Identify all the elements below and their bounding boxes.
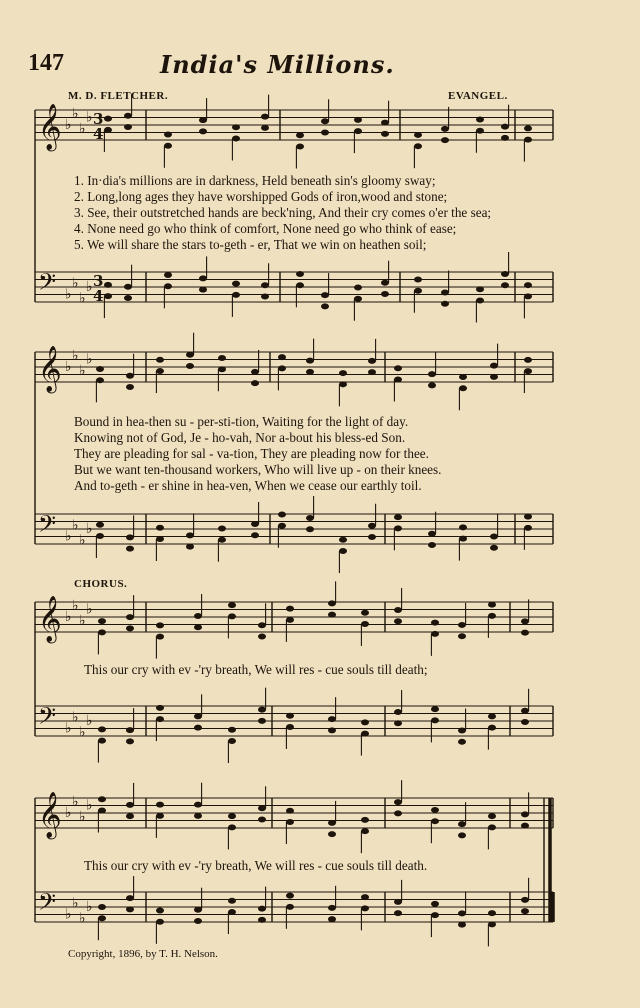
flat-icon: ♭ (72, 895, 79, 912)
note-head (156, 908, 164, 914)
treble-clef-icon: 𝄞 (38, 346, 62, 392)
note-head (126, 546, 134, 552)
note-head (414, 143, 422, 149)
time-signature-bottom: 4 (93, 125, 104, 143)
note-head (98, 915, 106, 921)
note-head (278, 512, 286, 518)
note-head (458, 728, 466, 734)
flat-icon: ♭ (86, 601, 93, 618)
note-head (218, 537, 226, 543)
note-head (218, 355, 226, 361)
note-head (361, 719, 369, 725)
note-head (521, 811, 529, 817)
flat-icon: ♭ (65, 117, 72, 133)
note-head (524, 514, 532, 520)
note-head (428, 542, 436, 548)
note-head (186, 532, 194, 538)
flat-icon: ♭ (79, 532, 86, 549)
note-head (126, 384, 134, 390)
note-head (194, 624, 202, 630)
author-credit: M. D. FLETCHER. (68, 90, 169, 102)
note-head (156, 919, 164, 925)
note-head (394, 910, 402, 916)
note-head (459, 524, 467, 530)
note-head (96, 533, 104, 539)
note-head (501, 282, 509, 288)
note-head (194, 725, 202, 731)
note-head (501, 135, 509, 141)
note-head (156, 802, 164, 808)
note-head (194, 613, 202, 619)
note-head (98, 796, 106, 802)
note-head (228, 898, 236, 904)
note-head (306, 515, 314, 521)
note-head (361, 610, 369, 616)
flat-icon: ♭ (86, 279, 93, 295)
note-head (381, 291, 389, 297)
note-head (428, 371, 436, 377)
note-head (258, 817, 266, 823)
note-head (368, 534, 376, 540)
chorus-label: CHORUS. (74, 578, 128, 590)
note-head (232, 292, 240, 298)
flat-icon: ♭ (79, 120, 86, 137)
verse-line-1a: 1. In·dia's millions are in darkness, Held beneath sin's gloomy sway; (74, 173, 436, 188)
note-head (296, 144, 304, 150)
note-head (126, 373, 134, 379)
flat-icon: ♭ (72, 105, 79, 122)
note-head (328, 905, 336, 911)
note-head (488, 613, 496, 619)
note-head (458, 739, 466, 745)
treble-clef-icon: 𝄞 (38, 792, 62, 838)
note-head (361, 817, 369, 823)
note-head (124, 113, 132, 119)
note-head (431, 807, 439, 813)
note-head (251, 532, 259, 538)
note-head (458, 922, 466, 928)
note-head (524, 368, 532, 374)
note-head (328, 612, 336, 618)
treble-clef-icon: 𝄞 (38, 104, 62, 150)
note-head (361, 894, 369, 900)
note-head (394, 376, 402, 382)
note-head (488, 921, 496, 927)
note-head (296, 282, 304, 288)
note-head (431, 706, 439, 712)
note-head (476, 286, 484, 292)
note-head (328, 820, 336, 826)
note-head (98, 726, 106, 732)
note-head (286, 713, 294, 719)
note-head (261, 294, 269, 300)
note-head (394, 618, 402, 624)
time-signature-top: 3 (93, 272, 104, 290)
note-head (251, 380, 259, 386)
note-head (354, 128, 362, 134)
note-head (186, 363, 194, 369)
note-head (261, 282, 269, 288)
flat-icon: ♭ (79, 290, 86, 307)
note-head (524, 282, 532, 288)
flat-icon: ♭ (72, 275, 79, 292)
flat-icon: ♭ (86, 521, 93, 537)
note-head (228, 738, 236, 744)
note-head (286, 904, 294, 910)
note-head (431, 717, 439, 723)
note-head (394, 709, 402, 715)
bass-clef-icon: 𝄢 (38, 702, 57, 735)
note-head (228, 813, 236, 819)
note-head (156, 357, 164, 363)
note-head (361, 621, 369, 627)
note-head (156, 536, 164, 542)
note-head (394, 607, 402, 613)
flat-icon: ♭ (72, 709, 79, 726)
tune-name: EVANGEL. (448, 90, 508, 102)
flat-icon: ♭ (86, 713, 93, 729)
note-head (98, 618, 106, 624)
note-head (524, 125, 532, 131)
verse-line-5b: And to-geth - er shine in hea-ven, When we cease our earthly toil. (74, 478, 422, 493)
note-head (490, 533, 498, 539)
flat-icon: ♭ (79, 612, 86, 629)
copyright-notice: Copyright, 1896, by T. H. Nelson. (68, 948, 218, 960)
note-head (354, 117, 362, 123)
bass-clef-icon: 𝄢 (38, 888, 57, 921)
note-head (104, 127, 112, 133)
note-head (186, 544, 194, 550)
verse-line-3b: They are pleading for sal - va-tion, They are pleading now for thee. (74, 446, 429, 461)
verse-line-4a: 4. None need go who think of comfort, None need go who think of ease; (74, 221, 457, 236)
note-head (258, 917, 266, 923)
note-head (459, 374, 467, 380)
note-head (156, 716, 164, 722)
note-head (521, 630, 529, 636)
note-head (286, 606, 294, 612)
flat-icon: ♭ (79, 808, 86, 825)
note-head (321, 303, 329, 309)
note-head (328, 716, 336, 722)
note-head (126, 738, 134, 744)
verse-line-4b: But we want ten-thousand workers, Who will live up - on their knees. (74, 462, 442, 477)
note-head (458, 832, 466, 838)
note-head (394, 799, 402, 805)
note-head (258, 707, 266, 713)
note-head (394, 514, 402, 520)
note-head (258, 634, 266, 640)
note-head (521, 708, 529, 714)
hymn-number: 147 (28, 50, 64, 76)
note-head (521, 897, 529, 903)
note-head (524, 137, 532, 143)
note-head (251, 369, 259, 375)
note-head (261, 125, 269, 131)
treble-clef-icon: 𝄞 (38, 596, 62, 642)
note-head (164, 283, 172, 289)
verse-line-2b: Knowing not of God, Je - ho-vah, Nor a-bout his bless-ed Son. (74, 430, 406, 445)
note-head (278, 523, 286, 529)
note-head (394, 525, 402, 531)
hymn-title: India's Millions. (160, 50, 395, 79)
note-head (490, 363, 498, 369)
note-head (354, 284, 362, 290)
time-signature-bottom: 4 (93, 287, 104, 305)
note-head (306, 369, 314, 375)
note-head (261, 114, 269, 120)
flat-icon: ♭ (72, 793, 79, 810)
note-head (414, 132, 422, 138)
note-head (441, 137, 449, 143)
note-head (228, 727, 236, 733)
note-head (458, 622, 466, 628)
note-head (328, 600, 336, 606)
note-head (488, 824, 496, 830)
note-head (124, 124, 132, 130)
note-head (524, 357, 532, 363)
note-head (124, 295, 132, 301)
note-head (428, 531, 436, 537)
note-head (96, 366, 104, 372)
note-head (476, 128, 484, 134)
note-head (501, 271, 509, 277)
chorus-lyric-2: This our cry with ev -'ry breath, We will res - cue souls till death. (84, 858, 428, 873)
note-head (286, 808, 294, 814)
note-head (488, 813, 496, 819)
note-head (458, 821, 466, 827)
note-head (306, 358, 314, 364)
note-head (476, 298, 484, 304)
note-head (441, 290, 449, 296)
bass-clef-icon: 𝄢 (38, 510, 57, 543)
note-head (394, 810, 402, 816)
note-head (232, 124, 240, 130)
note-head (126, 614, 134, 620)
note-head (126, 625, 134, 631)
note-head (258, 718, 266, 724)
note-head (441, 126, 449, 132)
note-head (164, 143, 172, 149)
note-head (488, 910, 496, 916)
note-head (414, 276, 422, 282)
flat-icon: ♭ (79, 910, 86, 927)
flat-icon: ♭ (86, 899, 93, 915)
note-head (394, 365, 402, 371)
time-signature-top: 3 (93, 110, 104, 128)
note-head (124, 284, 132, 290)
note-head (156, 622, 164, 628)
note-head (306, 526, 314, 532)
note-head (459, 536, 467, 542)
note-head (126, 802, 134, 808)
note-head (459, 385, 467, 391)
note-head (328, 831, 336, 837)
note-head (228, 602, 236, 608)
flat-icon: ♭ (79, 724, 86, 741)
note-head (431, 620, 439, 626)
note-head (258, 622, 266, 628)
note-head (258, 805, 266, 811)
note-head (488, 725, 496, 731)
note-head (126, 534, 134, 540)
flat-icon: ♭ (79, 362, 86, 379)
flat-icon: ♭ (65, 528, 72, 545)
note-head (98, 904, 106, 910)
note-head (328, 916, 336, 922)
verse-line-5a: 5. We will share the stars to-geth - er, That we win on heathen soil; (74, 237, 427, 252)
note-head (199, 128, 207, 134)
note-head (98, 808, 106, 814)
note-head (490, 545, 498, 551)
note-head (431, 818, 439, 824)
note-head (521, 823, 529, 829)
note-head (296, 271, 304, 277)
note-head (501, 124, 509, 130)
note-head (228, 909, 236, 915)
note-head (194, 802, 202, 808)
note-head (381, 120, 389, 126)
note-head (414, 288, 422, 294)
chorus-lyric-1: This our cry with ev -'ry breath, We will res - cue souls till death; (84, 662, 428, 677)
note-head (458, 633, 466, 639)
note-head (199, 287, 207, 293)
note-head (339, 370, 347, 376)
note-head (164, 272, 172, 278)
note-head (488, 713, 496, 719)
note-head (381, 280, 389, 286)
note-head (394, 899, 402, 905)
note-head (278, 354, 286, 360)
note-head (199, 117, 207, 123)
note-head (354, 296, 362, 302)
note-head (194, 713, 202, 719)
note-head (232, 136, 240, 142)
note-head (321, 130, 329, 136)
note-head (441, 301, 449, 307)
note-head (368, 523, 376, 529)
note-head (156, 634, 164, 640)
note-head (164, 132, 172, 138)
note-head (524, 525, 532, 531)
note-head (361, 731, 369, 737)
note-head (199, 275, 207, 281)
flat-icon: ♭ (72, 597, 79, 614)
note-head (431, 631, 439, 637)
note-head (96, 522, 104, 528)
note-head (368, 358, 376, 364)
note-head (218, 366, 226, 372)
note-head (361, 905, 369, 911)
note-head (98, 629, 106, 635)
flat-icon: ♭ (86, 797, 93, 814)
note-head (104, 282, 112, 288)
note-head (394, 720, 402, 726)
flat-icon: ♭ (86, 109, 93, 126)
note-head (321, 118, 329, 124)
note-head (156, 705, 164, 711)
note-head (251, 521, 259, 527)
note-head (286, 819, 294, 825)
note-head (339, 381, 347, 387)
note-head (521, 719, 529, 725)
note-head (521, 618, 529, 624)
bass-clef-icon: 𝄢 (38, 268, 57, 301)
note-head (232, 281, 240, 287)
note-head (126, 813, 134, 819)
note-head (524, 293, 532, 299)
note-head (490, 374, 498, 380)
note-head (286, 724, 294, 730)
flat-icon: ♭ (65, 286, 72, 303)
note-head (156, 368, 164, 374)
note-head (476, 117, 484, 123)
note-head (156, 525, 164, 531)
flat-icon: ♭ (72, 347, 79, 364)
note-head (321, 292, 329, 298)
flat-icon: ♭ (86, 351, 93, 368)
flat-icon: ♭ (65, 609, 72, 625)
note-head (328, 727, 336, 733)
note-head (104, 116, 112, 122)
note-head (218, 525, 226, 531)
note-head (428, 382, 436, 388)
note-head (126, 895, 134, 901)
note-head (126, 906, 134, 912)
flat-icon: ♭ (65, 906, 72, 923)
note-head (194, 907, 202, 913)
note-head (431, 912, 439, 918)
note-head (458, 910, 466, 916)
note-head (339, 537, 347, 543)
note-head (186, 352, 194, 358)
note-head (98, 738, 106, 744)
note-head (104, 293, 112, 299)
note-head (96, 377, 104, 383)
note-head (194, 813, 202, 819)
note-head (228, 824, 236, 830)
verse-line-2a: 2. Long,long ages they have worshipped Gods of iron,wood and stone; (74, 189, 448, 204)
flat-icon: ♭ (65, 359, 72, 375)
note-head (286, 617, 294, 623)
note-head (156, 813, 164, 819)
verse-line-1b: Bound in hea-then su - per-sti-tion, Waiting for the light of day. (74, 414, 409, 429)
note-head (488, 602, 496, 608)
note-head (126, 727, 134, 733)
note-head (339, 548, 347, 554)
note-head (194, 918, 202, 924)
note-head (286, 893, 294, 899)
note-head (258, 906, 266, 912)
note-head (381, 131, 389, 137)
note-head (368, 369, 376, 375)
note-head (296, 132, 304, 138)
flat-icon: ♭ (65, 805, 72, 821)
note-head (431, 901, 439, 907)
note-head (228, 613, 236, 619)
flat-icon: ♭ (65, 720, 72, 737)
note-head (278, 365, 286, 371)
verse-line-3a: 3. See, their outstretched hands are beck'ning, And their cry comes o'er the sea; (74, 205, 492, 220)
note-head (361, 828, 369, 834)
flat-icon: ♭ (72, 517, 79, 534)
note-head (521, 908, 529, 914)
